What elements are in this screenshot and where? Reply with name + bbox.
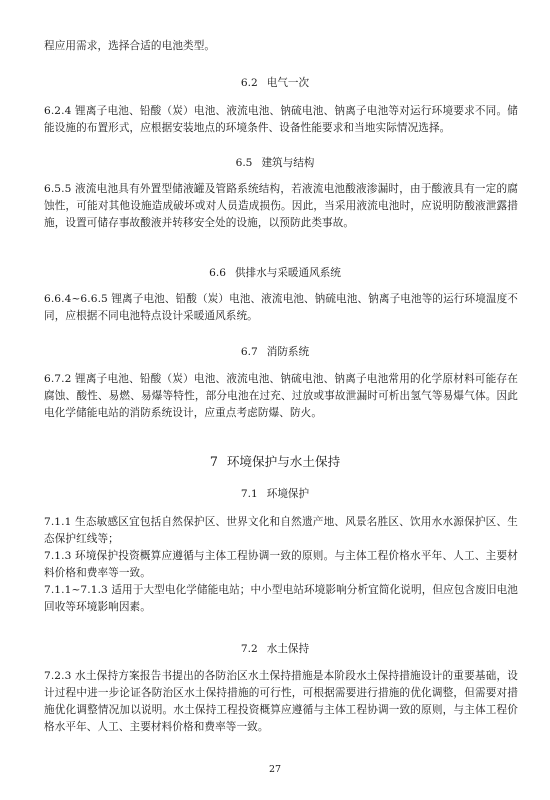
paragraph-6-6-4: 6.6.4~6.6.5 锂离子电池、铅酸（炭）电池、液流电池、钠硫电池、钠离子电池等的运行环境温度不同，应根据不同电池特点设计采暖通风系统。 bbox=[44, 293, 518, 322]
heading-chapter-7 bbox=[0, 454, 550, 470]
heading-title: 电气一次 bbox=[266, 77, 310, 89]
heading-number: 7.2 bbox=[240, 643, 258, 655]
paragraph-6-7-2: 6.7.2 锂离子电池、铅酸（炭）电池、液流电池、钠硫电池、钠离子电池常用的化学原材料可能存在腐蚀、酸性、易燃、易爆等特性，部分电池在过充、过放或事故泄漏时可析出氢气等易爆气体。因此电化学储能电站的消防系统设计，应重点考虑防爆、防火。 bbox=[44, 373, 518, 419]
paragraph-6-5-5: 6.5.5 液流电池具有外置型储液罐及管路系统结构，若液流电池酸液渗漏时，由于酸液具有一定的腐蚀性，可能对其他设施造成破坏或对人员造成损伤。因此，当采用液流电池时，应说明防酸液泄露措施，设置可储存事故酸液并转移安全处的设施，以预防此类事故。 bbox=[44, 183, 518, 229]
heading-title: 水土保持 bbox=[266, 643, 310, 655]
heading-6-6 bbox=[0, 266, 550, 280]
heading-7-2 bbox=[0, 642, 550, 656]
heading-6-7 bbox=[0, 345, 550, 359]
heading-number: 7.1 bbox=[240, 488, 258, 500]
page-number: 27 bbox=[268, 764, 282, 775]
heading-6-2 bbox=[0, 76, 550, 90]
heading-title: 供排水与采暖通风系统 bbox=[234, 267, 341, 279]
heading-title: 消防系统 bbox=[266, 346, 310, 358]
heading-number: 6.2 bbox=[240, 77, 258, 89]
heading-number: 6.6 bbox=[209, 267, 226, 279]
heading-6-5 bbox=[0, 156, 550, 170]
heading-title: 环境保护 bbox=[266, 488, 310, 500]
paragraph-7-1-3: 7.1.3 环境保护投资概算应遵循与主体工程协调一致的原则。与主体工程价格水平年、人工、主要材料价格和费率等一致。 bbox=[44, 550, 518, 579]
heading-number: 7 bbox=[209, 454, 218, 469]
heading-title: 建筑与结构 bbox=[261, 157, 315, 169]
paragraph-intro: 程应用需求，选择合适的电池类型。 bbox=[44, 40, 216, 52]
heading-7-1 bbox=[0, 487, 550, 501]
paragraph-7-1-1: 7.1.1 生态敏感区宜包括自然保护区、世界文化和自然遗产地、风景名胜区、饮用水水源保护区、生态保护红线等； bbox=[44, 516, 518, 545]
paragraph-7-2-3: 7.2.3 水土保持方案报告书提出的各防治区水土保持措施是本阶段水土保持措施设计的重要基础，设计过程中进一步论证各防治区水土保持措施的可行性，可根据需要进行措施的优化调整，但需要对措施优化调整情况加以说明。水土保持工程投资概算应遵循与主体工程协调一致的原则，与主体工程价格水平年、人工、主要材料价格和费率等一致。 bbox=[44, 670, 518, 733]
heading-number: 6.7 bbox=[240, 346, 258, 358]
paragraph-7-1-range: 7.1.1~7.1.3 适用于大型电化学储能电站；中小型电站环境影响分析宜简化说明，但应包含废旧电池回收等环境影响因素。 bbox=[44, 584, 518, 613]
heading-number: 6.5 bbox=[235, 157, 253, 169]
heading-title: 环境保护与水土保持 bbox=[226, 454, 341, 469]
paragraph-6-2-4: 6.2.4 锂离子电池、铅酸（炭）电池、液流电池、钠硫电池、钠离子电池等对运行环境要求不同。储能设施的布置形式，应根据安装地点的环境条件、设备性能要求和当地实际情况选择。 bbox=[44, 105, 518, 134]
